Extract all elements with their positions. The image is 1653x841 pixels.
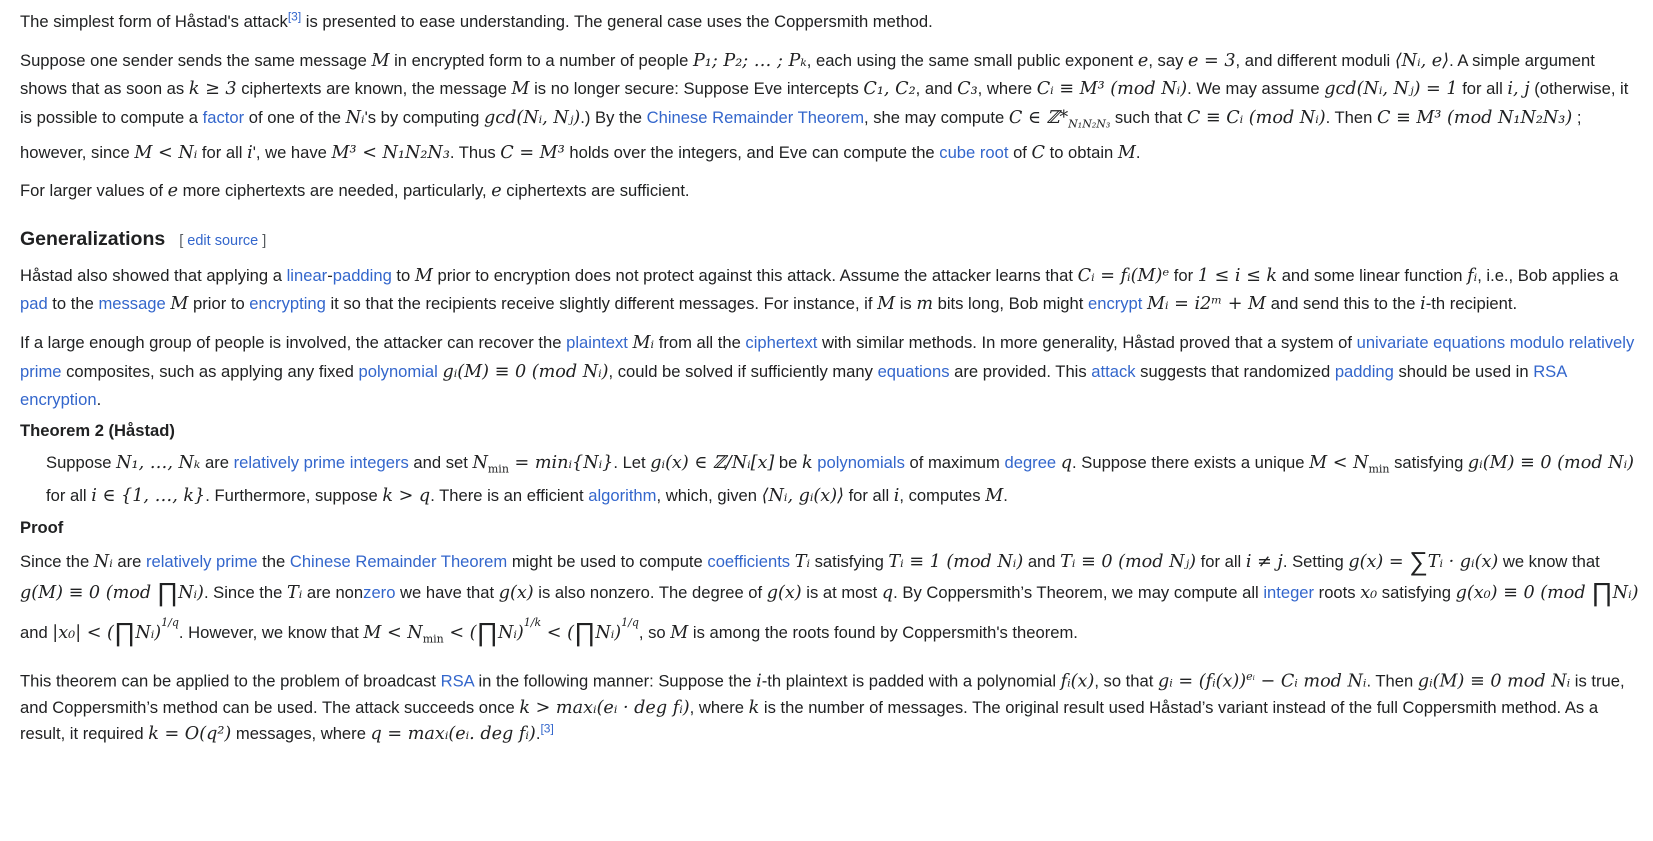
- intro-paragraph-1: The simplest form of Håstad's attack[3] is presented to ease understanding. The general case uses the Coppersmith method.: [20, 9, 933, 31]
- intro-paragraph-3: For larger values of e more ciphertexts are needed, particularly, e ciphertexts are sufficient.: [20, 181, 690, 202]
- link-chinese-remainder-theorem-2[interactable]: Chinese Remainder Theorem: [289, 552, 508, 572]
- link-padding-2[interactable]: padding: [1334, 361, 1394, 381]
- citation-3[interactable]: [3]: [287, 9, 302, 24]
- link-chinese-remainder-theorem[interactable]: Chinese Remainder Theorem: [646, 107, 865, 127]
- link-modulo-relatively-prime[interactable]: modulo relatively prime: [20, 333, 1635, 381]
- link-attack[interactable]: attack: [1091, 361, 1136, 381]
- edit-section: [ edit source ]: [179, 232, 267, 249]
- edit-source-link[interactable]: edit source: [187, 232, 259, 249]
- link-rsa-encryption[interactable]: RSA encryption: [20, 361, 1567, 410]
- link-relatively-prime[interactable]: relatively prime: [145, 552, 258, 572]
- link-pad[interactable]: pad: [20, 294, 48, 314]
- proof-title: Proof: [20, 518, 64, 538]
- link-integer[interactable]: integer: [1263, 583, 1315, 603]
- generalizations-paragraph-2: If a large enough group of people is involved, the attacker can recover the plaintext Mᵢ from all the ciphertext with similar methods. In more generality, Håstad proved that a system of univariate equations modulo relatively prime composites, such as applying any fixed polynomial gᵢ(M) ≡ 0 (mod Nᵢ), could be solved if sufficiently many equations are provided. This attack suggests that randomized padding should be used in RSA encryption.: [20, 333, 1635, 410]
- link-encrypt[interactable]: encrypt: [1087, 294, 1143, 314]
- link-polynomial[interactable]: polynomial: [358, 361, 438, 381]
- link-linear[interactable]: linear: [286, 265, 328, 285]
- generalizations-paragraph-1: Håstad also showed that applying a linear-padding to M prior to encryption does not protect against this attack. Assume the attacker learns that Cᵢ = fᵢ(M)ᵉ for 1 ≤ i ≤ k and some linear function fᵢ, i.e., Bob applies a pad to the message M prior to encrypting it so that the recipients receive slightly different messages. For instance, if M is m bits long, Bob might encrypt Mᵢ = i2ᵐ + M and send this to the i-th recipient.: [20, 265, 1619, 315]
- link-encrypting[interactable]: encrypting: [249, 294, 326, 314]
- link-cube-root[interactable]: cube root: [939, 142, 1009, 162]
- link-polynomials[interactable]: polynomials: [817, 452, 905, 472]
- citation-3-b[interactable]: [3]: [540, 721, 554, 736]
- link-factor[interactable]: factor: [202, 107, 245, 127]
- link-equations[interactable]: equations: [877, 361, 950, 381]
- section-heading-generalizations: Generalizations [ edit source ]: [20, 227, 267, 250]
- link-relatively-prime-integers[interactable]: relatively prime integers: [233, 452, 409, 472]
- link-message[interactable]: message: [98, 294, 166, 314]
- intro-paragraph-2: Suppose one sender sends the same message M in encrypted form to a number of people P₁; P₂; … ; Pₖ, each using the same small public exponent e, say e = 3, and different moduli ⟨Nᵢ, e⟩. A simple argument shows that as soon as k ≥ 3 ciphertexts are known, the message M is no longer secure: Suppose Eve intercepts C₁, C₂, and C₃, where Cᵢ ≡ M³ (mod Nᵢ). We may assume gcd(Nᵢ, Nⱼ) = 1 for all i, j (otherwise, it is possible to compute a factor of one of the Nᵢ's by computing gcd(Nᵢ, Nⱼ).) By the Chinese Remainder Theorem, she may compute C ∈ $ℤ*_{N_1N_2N_3}$ such that C ≡ Cᵢ (mod Nᵢ). Then C ≡ M³ (mod N₁N₂N₃) ; however, since M < Nᵢ for all i', we have M³ < N₁N₂N₃. Thus C = M³ holds over the integers, and Eve can compute the cube root of C to obtain M.: [20, 50, 1629, 163]
- link-rsa[interactable]: RSA: [440, 672, 474, 691]
- link-padding[interactable]: padding: [332, 265, 392, 285]
- theorem-body: Suppose N₁, …, Nₖ are relatively prime integers and set $N_{min}$ = minᵢ{Nᵢ}. Let gᵢ(x) ∈ ℤ/Nᵢ[x] be k polynomials of maximum degree q. Suppose there exists a unique $M < N_{min}$ satisfying gᵢ(M) ≡ 0 (mod Nᵢ) for all i ∈ {1, …, k}. Furthermore, suppose k > q. There is an efficient algorithm, which, given ⟨Nᵢ, gᵢ(x)⟩ for all i, computes M.: [46, 452, 1634, 507]
- link-degree[interactable]: degree: [1004, 452, 1057, 472]
- proof-paragraph-2: This theorem can be applied to the problem of broadcast RSA in the following manner: Suppose the i-th plaintext is padded with a polynomial fᵢ(x), so that gᵢ = (fᵢ(x))$^{eᵢ}$ − Cᵢ mod Nᵢ. Then gᵢ(M) ≡ 0 mod Nᵢ is true, and Coppersmith’s method can be used. The attack succeeds once k > maxᵢ(eᵢ · deg fᵢ), where k is the number of messages. The original result used Håstad’s variant instead of the full Coppersmith method. As a result, it required k = O(q²) messages, where q = maxᵢ(eᵢ. deg fᵢ).[3]: [20, 670, 1625, 744]
- link-algorithm[interactable]: algorithm: [588, 486, 657, 506]
- theorem-title: Theorem 2 (Håstad): [20, 420, 175, 440]
- link-plaintext[interactable]: plaintext: [566, 333, 628, 353]
- link-coefficients[interactable]: coefficients: [707, 552, 791, 572]
- link-univariate-equations[interactable]: univariate equations: [1356, 333, 1506, 353]
- link-zero[interactable]: zero: [363, 583, 396, 603]
- proof-paragraph-1: Since the Nᵢ are relatively prime the Chinese Remainder Theorem might be used to compute coefficients Tᵢ satisfying Tᵢ ≡ 1 (mod Nᵢ) and Tᵢ ≡ 0 (mod Nⱼ) for all i ≠ j. Setting g(x) = ∑Tᵢ · gᵢ(x) we know that g(M) ≡ 0 (mod ∏Nᵢ). Since the Tᵢ are nonzero we have that g(x) is also nonzero. The degree of g(x) is at most q. By Coppersmith’s Theorem, we may compute all integer roots x₀ satisfying g(x₀) ≡ 0 (mod ∏Nᵢ) and |x₀| < (∏Nᵢ)$^{1/q}$. However, we know that $M < N_{min}$ < (∏Nᵢ)$^{1/k}$ < (∏Nᵢ)$^{1/q}$, so M is among the roots found by Coppersmith's theorem.: [20, 546, 1639, 648]
- link-ciphertext[interactable]: ciphertext: [745, 333, 818, 353]
